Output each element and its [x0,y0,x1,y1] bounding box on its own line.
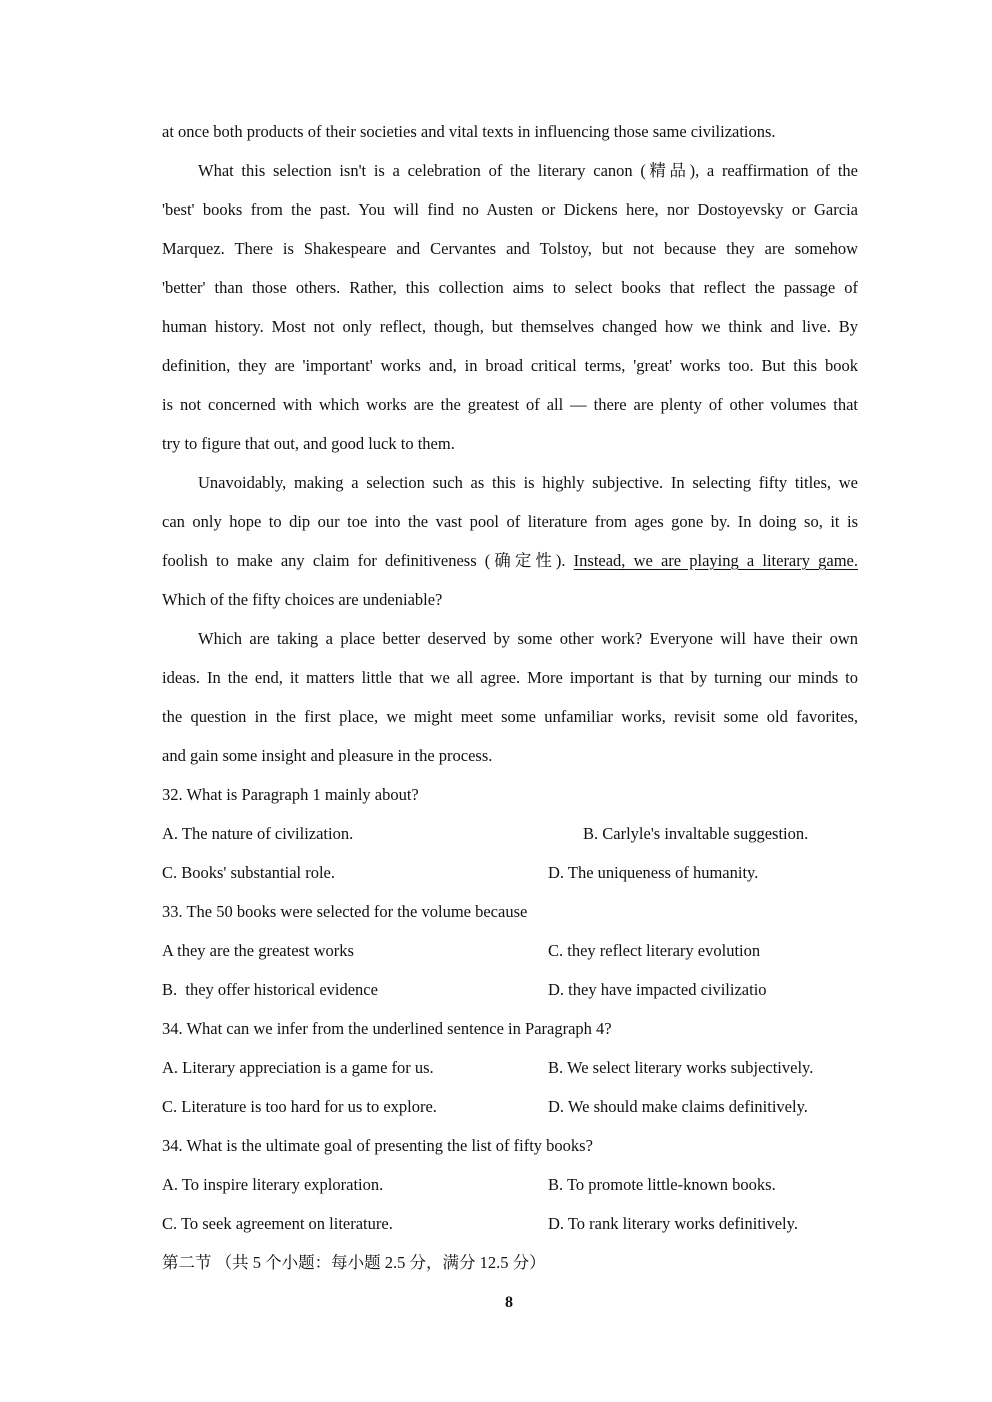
option-a: A. The nature of civilization. [162,824,354,843]
option-b: B. To promote little-known books. [548,1175,776,1194]
paragraph-2-line: 'better' than those others. Rather, this collection aims to select books that reflect the passage of [162,278,858,297]
paragraph-2-line: human history. Most not only reflect, though, but themselves changed how we think and live. By [162,317,858,336]
option-b: B. they offer historical evidence [162,980,378,999]
paragraph-2-line: 'best' books from the past. You will find no Austen or Dickens here, nor Dostoyevsky or Garcia [162,200,858,219]
paragraph-4-end: and gain some insight and pleasure in the process. [162,746,493,765]
paragraph-3-line [162,550,858,572]
option-d: D. We should make claims definitively. [548,1097,808,1116]
paragraph-3-line: can only hope to dip our toe into the vast pool of literature from ages gone by. In doing so, it is [162,512,858,531]
paragraph-4-line: Which are taking a place better deserved by some other work? Everyone will have their own [198,629,858,648]
paragraph-2-line: Marquez. There is Shakespeare and Cervantes and Tolstoy, but not because they are somehow [162,239,858,258]
paragraph-1-end: at once both products of their societies and vital texts in influencing those same civilizations. [162,122,776,141]
option-c: C. they reflect literary evolution [548,941,761,960]
option-b: B. We select literary works subjectively. [548,1058,814,1077]
section-heading: 第二节 （共 5 个小题：每小题 2.5 分，满分 12.5 分） [162,1253,546,1272]
paragraph-2-line: is not concerned with which works are the greatest of all — there are plenty of other volumes that [162,395,858,414]
paragraph-2-line: definition, they are 'important' works and, in broad critical terms, 'great' works too. But this book [162,356,858,375]
option-a: A. To inspire literary exploration. [162,1175,384,1194]
option-a: A. Literary appreciation is a game for us. [162,1058,434,1077]
paragraph-3-line: Unavoidably, making a selection such as this is highly subjective. In selecting fifty titles, we [198,473,858,492]
option-c: C. Books' substantial role. [162,863,336,882]
option-b: B. Carlyle's invaltable suggestion. [583,824,809,843]
paragraph-2-line: try to figure that out, and good luck to them. [162,434,455,453]
option-d: D. The uniqueness of humanity. [548,863,759,882]
option-d: D. they have impacted civilizatio [548,980,767,999]
paragraph-3-end: Which of the fifty choices are undeniable? [162,590,443,609]
option-d: D. To rank literary works definitively. [548,1214,798,1233]
option-c: C. Literature is too hard for us to explore. [162,1097,437,1116]
question-stem: 32. What is Paragraph 1 mainly about? [162,785,419,804]
question-stem: 34. What can we infer from the underlined sentence in Paragraph 4? [162,1019,612,1038]
underlined-sentence: Instead, we are playing a literary game. [573,551,859,570]
paragraph-3-text: foolish to make any claim for definitiveness (确定性). [162,551,574,570]
option-a: A they are the greatest works [162,941,354,960]
page-number: 8 [505,1294,513,1311]
option-c: C. To seek agreement on literature. [162,1214,393,1233]
question-stem: 34. What is the ultimate goal of presenting the list of fifty books? [162,1136,593,1155]
question-stem: 33. The 50 books were selected for the volume because [162,902,528,921]
paragraph-4-line: the question in the first place, we might meet some unfamiliar works, revisit some old favorites, [162,707,858,726]
paragraph-4-line: ideas. In the end, it matters little that we all agree. More important is that by turning our minds to [162,668,858,687]
paragraph-2-line: What this selection isn't is a celebration of the literary canon (精品), a reaffirmation of the [198,161,858,180]
